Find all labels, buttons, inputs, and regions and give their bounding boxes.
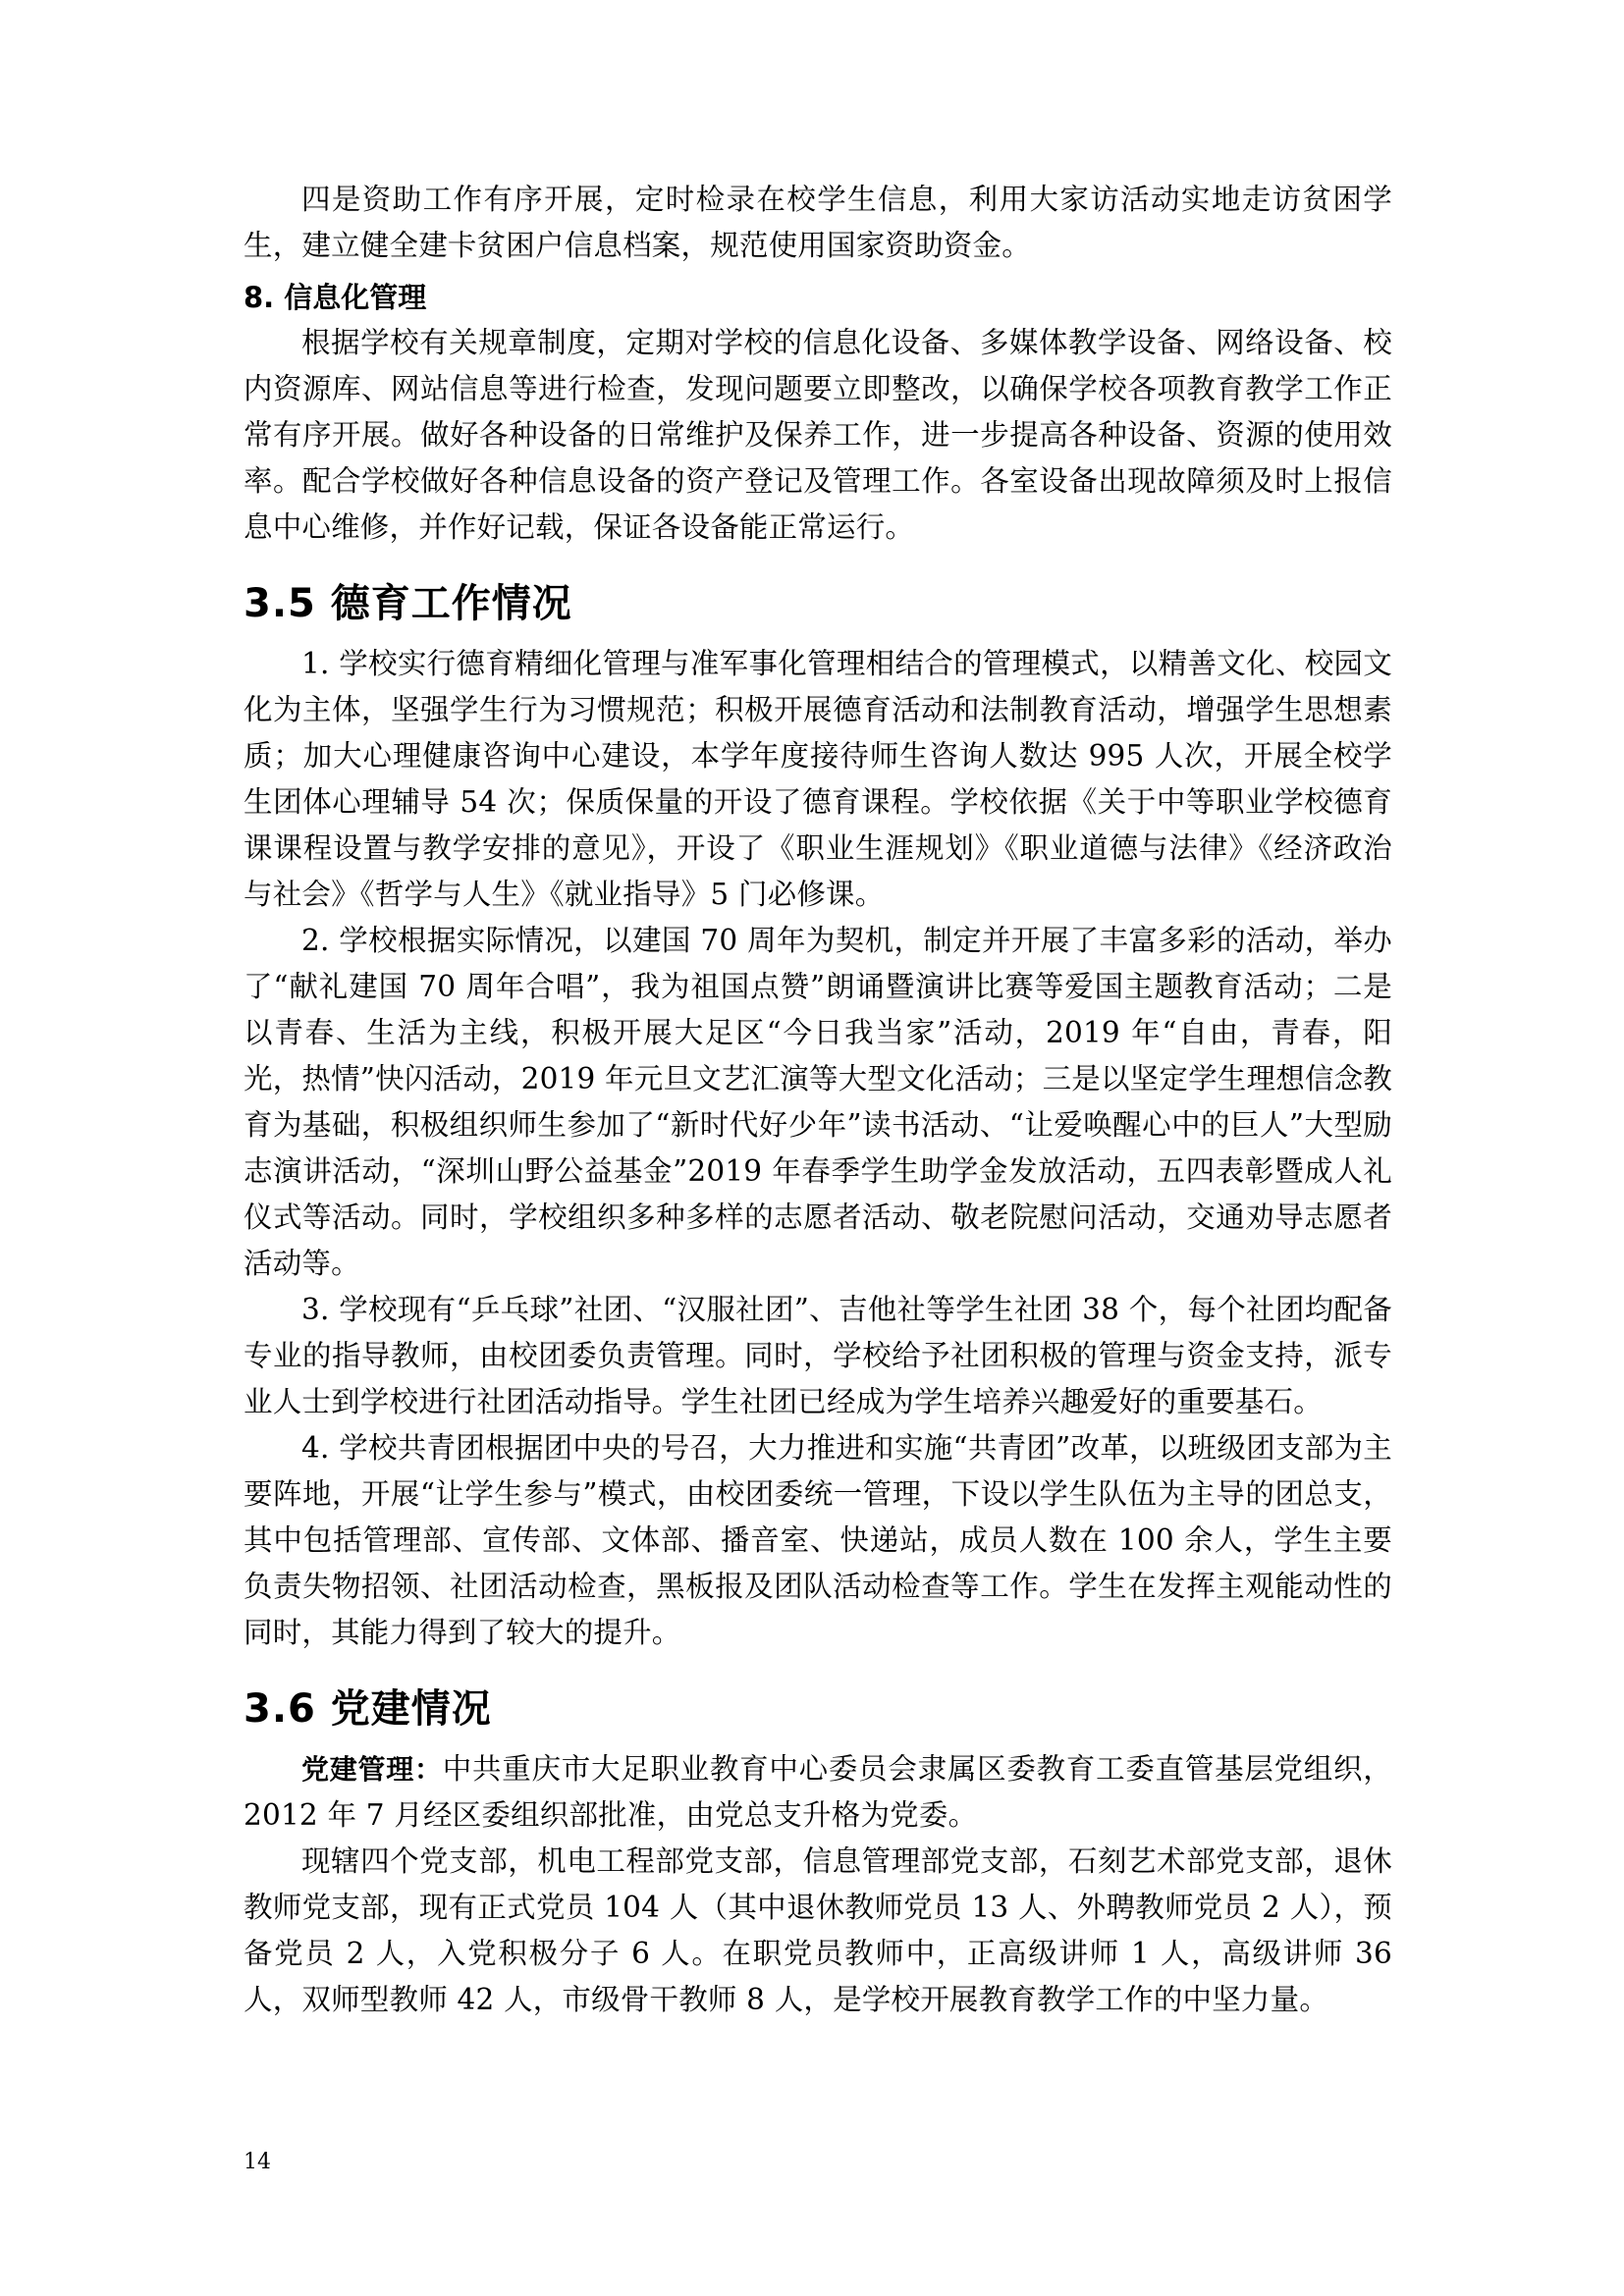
paragraph-party-management	[244, 1746, 1392, 1839]
paragraph-moral-item-3: 3. 学校现有“乒乓球”社团、“汉服社团”、吉他社等学生社团 38 个，每个社团均配备专业的指导教师，由校团委负责管理。同时，学校给予社团积极的管理与资金支持，派专业人士到学校进行社团活动指导。学生社团已经成为学生培养兴趣爱好的重要基石。	[244, 1293, 1392, 1418]
subheading-informatization: 8. 信息化管理	[244, 281, 427, 314]
section-heading-moral-education: 3.5 德育工作情况	[244, 581, 572, 626]
section-heading-party-building: 3.6 党建情况	[244, 1686, 492, 1732]
paragraph-funding-support: 四是资助工作有序开展，定时检录在校学生信息，利用大家访活动实地走访贫困学生，建立健全建卡贫困户信息档案，规范使用国家资助资金。	[244, 183, 1392, 262]
party-management-lead: 党建管理：	[301, 1753, 443, 1786]
paragraph-moral-item-4: 4. 学校共青团根据团中央的号召，大力推进和实施“共青团”改革，以班级团支部为主要阵地，开展“让学生参与”模式，由校团委统一管理，下设以学生队伍为主导的团总支，其中包括管理部、宣传部、文体部、播音室、快递站，成员人数在 100 余人，学生主要负责失物招领、社团活动检查，黑板报及团队活动检查等工作。学生在发挥主观能动性的同时，其能力得到了较大的提升。	[244, 1431, 1392, 1649]
page-number: 14	[244, 2150, 271, 2174]
paragraph-informatization-body: 根据学校有关规章制度，定期对学校的信息化设备、多媒体教学设备、网络设备、校内资源库、网站信息等进行检查，发现问题要立即整改，以确保学校各项教育教学工作正常有序开展。做好各种设备的日常维护及保养工作，进一步提高各种设备、资源的使用效率。配合学校做好各种信息设备的资产登记及管理工作。各室设备出现故障须及时上报信息中心维修，并作好记载，保证各设备能正常运行。	[244, 326, 1392, 544]
paragraph-moral-item-1: 1. 学校实行德育精细化管理与准军事化管理相结合的管理模式，以精善文化、校园文化为主体，坚强学生行为习惯规范；积极开展德育活动和法制教育活动，增强学生思想素质；加大心理健康咨询中心建设，本学年度接待师生咨询人数达 995 人次，开展全校学生团体心理辅导 54 次；保质保量的开设了德育课程。学校依据《关于中等职业学校德育课课程设置与教学安排的意见》，开设了《职业生涯规划》《职业道德与法律》《经济政治与社会》《哲学与人生》《就业指导》5 门必修课。	[244, 647, 1392, 911]
party-management-text: 中共重庆市大足职业教育中心委员会隶属区委教育工委直管基层党组织，2012 年 7 月经区委组织部批准，由党总支升格为党委。	[244, 1752, 1392, 1832]
paragraph-party-branches: 现辖四个党支部，机电工程部党支部，信息管理部党支部，石刻艺术部党支部，退休教师党支部，现有正式党员 104 人（其中退休教师党员 13 人、外聘教师党员 2 人），预备党员 2 人，入党积极分子 6 人。在职党员教师中，正高级讲师 1 人，高级讲师 36 人，双师型教师 42 人，市级骨干教师 8 人，是学校开展教育教学工作的中坚力量。	[244, 1844, 1392, 2016]
page-content	[244, 177, 1392, 2023]
paragraph-moral-item-2: 2. 学校根据实际情况，以建国 70 周年为契机，制定并开展了丰富多彩的活动，举办了“献礼建国 70 周年合唱”，我为祖国点赞”朗诵暨演讲比赛等爱国主题教育活动；二是以青春、生活为主线，积极开展大足区“今日我当家”活动，2019 年“自由，青春，阳光，热情”快闪活动，2019 年元旦文艺汇演等大型文化活动；三是以坚定学生理想信念教育为基础，积极组织师生参加了“新时代好少年”读书活动、“让爱唤醒心中的巨人”大型励志演讲活动，“深圳山野公益基金”2019 年春季学生助学金发放活动，五四表彰暨成人礼仪式等活动。同时，学校组织多种多样的志愿者活动、敬老院慰问活动，交通劝导志愿者活动等。	[244, 924, 1392, 1280]
